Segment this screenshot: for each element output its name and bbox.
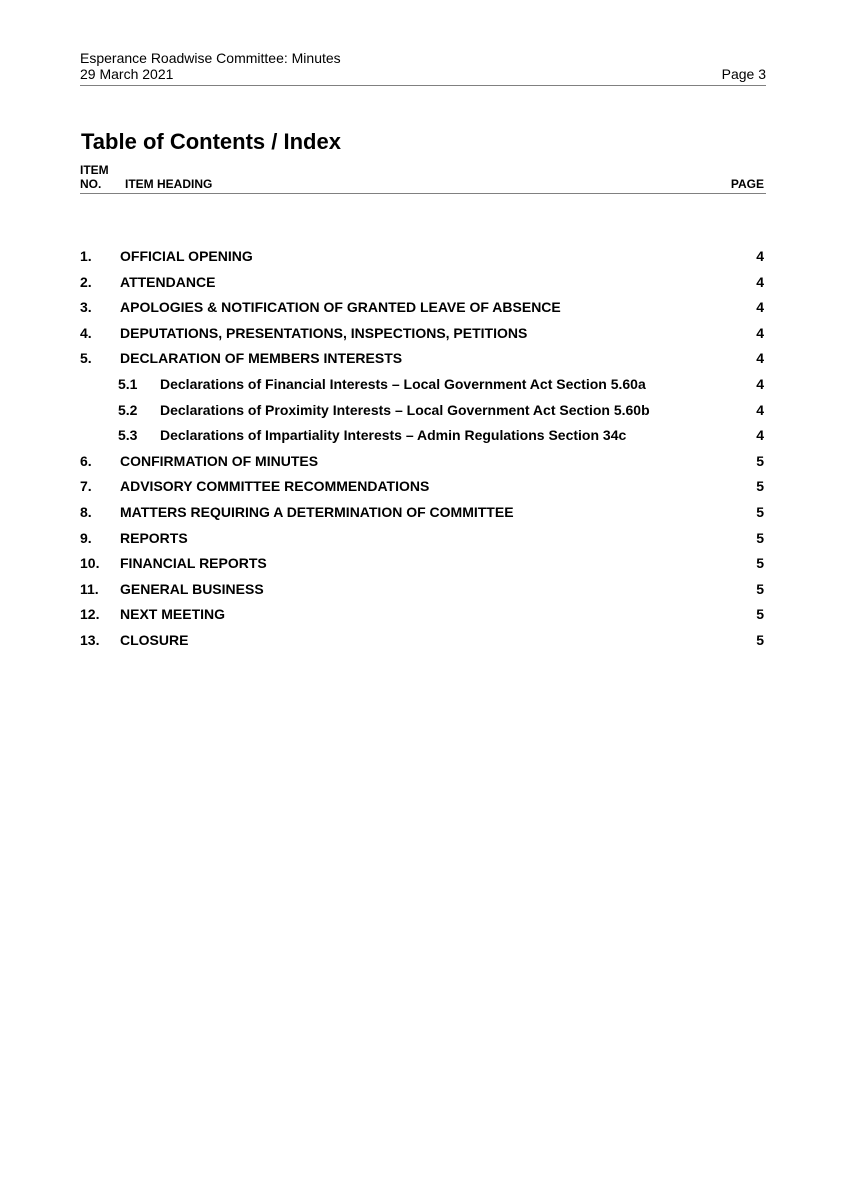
toc-entry-heading: APOLOGIES & NOTIFICATION OF GRANTED LEAVE OF ABSENCE: [120, 299, 561, 316]
column-header-page: PAGE: [730, 177, 764, 191]
toc-entry-heading: DEPUTATIONS, PRESENTATIONS, INSPECTIONS, PETITIONS: [120, 324, 528, 341]
header-row: [80, 66, 766, 83]
toc-entry-page: 4: [756, 299, 764, 316]
toc-entry[interactable]: [80, 602, 766, 628]
toc-entry[interactable]: [80, 526, 766, 552]
toc-entry[interactable]: [80, 577, 766, 603]
toc-entry-page: 5: [756, 529, 764, 546]
toc-entry-number: 5.: [80, 350, 92, 367]
document-title: Esperance Roadwise Committee: Minutes: [80, 50, 341, 66]
toc-entry-number: 1.: [80, 248, 92, 264]
toc-entry-heading: OFFICIAL OPENING: [120, 248, 253, 264]
toc-entry-page: 5: [756, 452, 764, 469]
toc-entry[interactable]: [80, 270, 766, 296]
toc-entry[interactable]: [80, 449, 766, 475]
toc-entry-heading: NEXT MEETING: [120, 606, 226, 623]
toc-entry-number: 3.: [80, 299, 92, 316]
toc-entry-number: 2.: [80, 273, 92, 290]
toc-entry-heading: FINANCIAL REPORTS: [120, 555, 267, 572]
toc-entry[interactable]: [80, 474, 766, 500]
toc-entry-heading: Declarations of Financial Interests – Local Government Act Section 5.60a: [160, 375, 646, 392]
toc-entry[interactable]: [80, 398, 766, 424]
toc-entry-heading: Declarations of Proximity Interests – Local Government Act Section 5.60b: [160, 401, 650, 418]
toc-entry-page: 5: [756, 631, 764, 648]
toc-entry-page: 4: [756, 273, 764, 290]
toc-entry-number: 12.: [80, 606, 100, 623]
toc-entry-page: 5: [756, 555, 764, 572]
toc-entry[interactable]: [80, 628, 766, 654]
toc-entry-number: 8.: [80, 503, 92, 520]
toc-entry-number: 9.: [80, 529, 92, 546]
page-title: Table of Contents / Index: [81, 129, 341, 154]
toc-entry-heading: ADVISORY COMMITTEE RECOMMENDATIONS: [120, 478, 430, 495]
header-divider: [80, 85, 766, 86]
toc-entry-page: 4: [756, 427, 764, 444]
toc-entry-page: 4: [756, 248, 764, 264]
toc-entry-heading: DECLARATION OF MEMBERS INTERESTS: [120, 350, 403, 367]
toc-entry-number: 7.: [80, 478, 92, 495]
toc-entry-number: 13.: [80, 631, 100, 648]
toc-entry[interactable]: [80, 321, 766, 347]
toc-entry-number: 5.3: [118, 427, 138, 444]
toc-entry-heading: ATTENDANCE: [120, 273, 216, 290]
meeting-date: 29 March 2021: [80, 66, 174, 82]
toc-entry-number: 4.: [80, 324, 92, 341]
toc-entry-number: 10.: [80, 555, 100, 572]
toc-entry[interactable]: [80, 551, 766, 577]
toc-entry-page: 5: [756, 503, 764, 520]
toc-entry[interactable]: [80, 295, 766, 321]
toc-entry-number: 5.1: [118, 375, 138, 392]
toc-entry-page: 4: [756, 324, 764, 341]
toc-entry-page: 5: [756, 478, 764, 495]
toc-entry-heading: REPORTS: [120, 529, 188, 546]
table-of-contents: [80, 244, 766, 654]
toc-entry-page: 5: [756, 580, 764, 597]
column-header-no: NO.: [80, 177, 102, 191]
toc-entry-number: 5.2: [118, 401, 138, 418]
column-header-heading: ITEM HEADING: [125, 177, 213, 191]
column-header-item: ITEM: [80, 163, 109, 177]
toc-entry[interactable]: [80, 500, 766, 526]
toc-entry[interactable]: [80, 423, 766, 449]
toc-entry-page: 4: [756, 350, 764, 367]
toc-entry-heading: CLOSURE: [120, 631, 189, 648]
toc-entry-page: 4: [756, 375, 764, 392]
toc-entry-heading: GENERAL BUSINESS: [120, 580, 264, 597]
toc-entry-heading: CONFIRMATION OF MINUTES: [120, 452, 319, 469]
page-number: Page 3: [721, 66, 766, 82]
toc-entry-heading: Declarations of Impartiality Interests – Admin Regulations Section 34c: [160, 427, 627, 444]
column-header-divider: [80, 193, 766, 194]
toc-entry[interactable]: [80, 244, 766, 270]
page-header: [80, 50, 766, 83]
toc-entry[interactable]: [80, 346, 766, 372]
toc-entry[interactable]: [80, 372, 766, 398]
toc-entry-number: 6.: [80, 452, 92, 469]
toc-entry-heading: MATTERS REQUIRING A DETERMINATION OF COMMITTEE: [120, 503, 514, 520]
toc-entry-page: 4: [756, 401, 764, 418]
toc-entry-page: 5: [756, 606, 764, 623]
toc-entry-number: 11.: [80, 580, 99, 597]
